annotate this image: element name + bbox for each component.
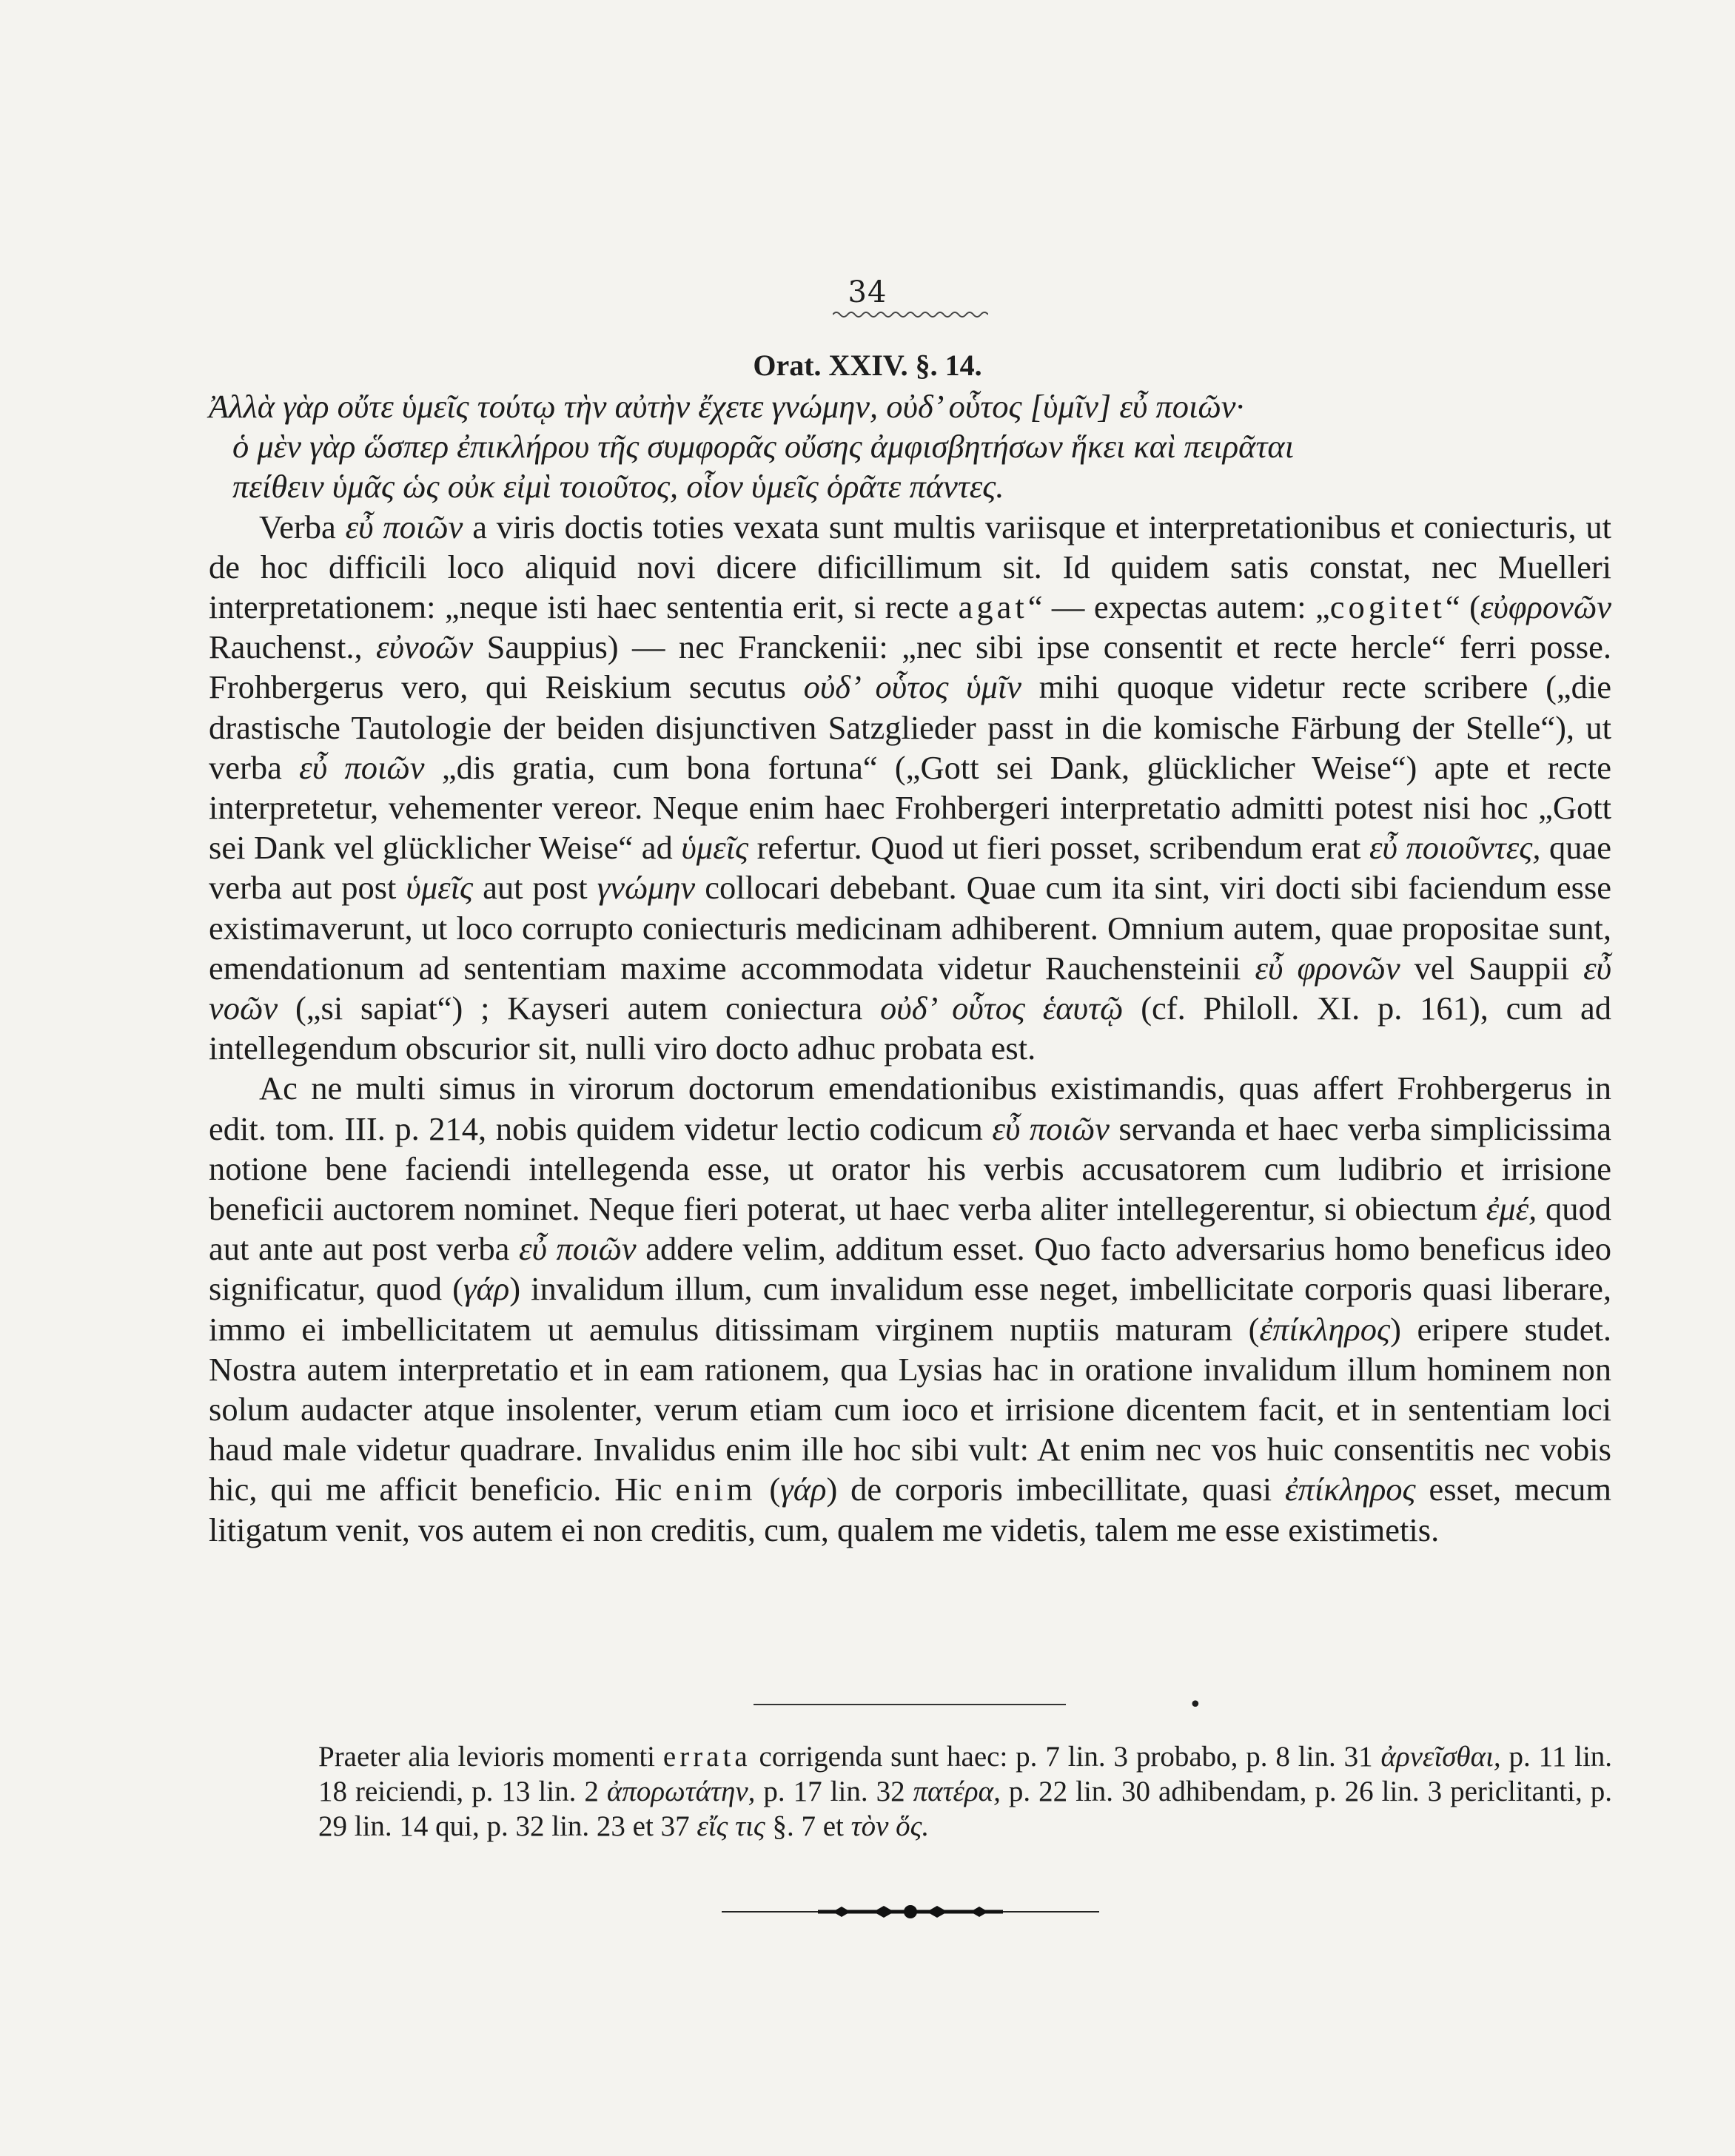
greek-term: οὐδ’ οὗτος ὑμῖν [803,668,1022,706]
errata-note [318,1739,1612,1844]
greek-term: εὖ νοῶν [209,949,1612,1027]
text-run: quae verba aut post [209,829,1612,907]
end-ornament-icon [722,1901,1099,1922]
text-run: corrigenda sunt haec: p. 7 lin. 3 probabo, p. 8 lin. 31 [759,1741,1373,1773]
text-run: “ ( [1445,588,1480,626]
text-run: „dis gratia, cum bona fortuna“ („Gott sei Dank, glücklicher Weise“) apte et recte interpretetur, vehementer vereor. Neque enim haec Frohbergeri interpretatio admitti potest nisi hoc „Gott sei Dank vel glücklicher Weise“ ad [209,748,1612,867]
text-run: aut post [483,869,588,907]
text-run: ) de corporis imbecillitate, quasi [826,1471,1272,1508]
greek-term: εὖ ποιῶν [992,1109,1110,1147]
greek-term: γνώμην [597,869,696,907]
text-run: quod aut ante aut post verba [209,1190,1612,1268]
text-run: mihi quoque videtur recte scribere („die drastische Tautologie der beiden disjunctiven Satzglieder passt in die komische Färbung der Stelle“), ut verba [209,668,1612,786]
text-run: p. 22 lin. 30 adhibendam, p. 26 lin. 3 periclitanti, p. 29 lin. 14 qui, p. 32 lin. 23 et 37 [318,1776,1612,1842]
text-run: a viris doctis toties vexata sunt multis variisque et interpretationibus et coniecturis, ut de hoc difficili loco aliquid novi dicere dificillimum sit. Id quidem satis constat, nec Muelleri interpretationem: „neque isti haec sententia erit, si recte [209,508,1611,626]
spaced-term: agat [958,588,1028,626]
text-run: Sauppius) — nec Franckenii: „nec sibi ipse consentit et recte hercle“ ferri posse. Frohbergerus vero, qui Reiskium secutus [209,628,1611,706]
text-run: Praeter alia levioris momenti [318,1741,655,1773]
text-run: p. 11 lin. 18 reiciendi, p. 13 lin. 2 [318,1741,1613,1807]
text-run: Verba [259,508,336,545]
text-run: ) invalidum illum, cum invalidum esse neget, imbellicitate corporis quasi liberare, immo ei imbellicitatem ut aemulus ditissimam virginem nuptiis maturam ( [209,1270,1612,1348]
wavy-rule-icon [833,309,988,320]
greek-term: εὖ ποιοῦντες, [1369,829,1541,867]
text-run: servanda et haec verba simplicissima notione bene faciendi intellegenda esse, ut orator his verbis accusatorem cum ludibrio et irrisione beneficii auctorem nominet. Neque fieri poterat, ut haec verba aliter intellegerentur, si obiectum [209,1109,1612,1228]
greek-term: ἀρνεῖσθαι, [1380,1741,1501,1773]
greek-term: εὖ ποιῶν [518,1230,637,1268]
greek-term: πατέρα, [913,1776,1001,1807]
greek-term: ὑμεῖς [681,829,749,867]
text-run: Ac ne multi simus in virorum doctorum emendationibus existimandis, quas affert Frohbergerus in edit. tom. III. p. 214, nobis quidem videtur lectio codicum [209,1069,1611,1147]
text-run: („si sapiat“) ; Kayseri autem coniectura [295,990,863,1027]
footnote-divider [754,1704,1066,1705]
spaced-term: errata [662,1741,751,1773]
text-run: (cf. Philoll. XI. p. 161), cum ad intellegendum obscurior sit, nulli viro docto adhuc probata est. [209,990,1612,1067]
greek-term: εἴς τις [697,1810,765,1842]
spaced-term: cogitet [1329,588,1446,626]
text-run: refertur. Quod ut fieri posset, scribendum erat [756,829,1361,867]
greek-term: ὑμεῖς [406,869,474,907]
greek-quote-line-1: Ἀλλὰ γὰρ οὔτε ὑμεῖς τούτῳ τὴν αὐτὴν ἔχετε γνώμην, οὐδ’ οὗτος [ὑμῖν] εὖ ποιῶν· [209,388,1244,425]
greek-term: ἐμέ, [1486,1190,1537,1228]
main-text [209,386,1611,1550]
greek-term: εὐφρονῶν [1480,588,1611,626]
greek-term: εὖ ποιῶν [345,508,463,545]
text-run: p. 17 lin. 32 [763,1776,905,1807]
text-run: “ — expectas autem: „ [1027,588,1330,626]
greek-term: γάρ [463,1270,510,1308]
greek-term: τὸν ὅς. [850,1810,930,1842]
text-run: ( [769,1471,781,1508]
greek-term: ἐπίκληρος [1259,1310,1391,1348]
greek-term: εὖ φρονῶν [1255,949,1400,987]
spaced-term: enim [675,1471,756,1508]
text-run: ) eripere studet. Nostra autem interpretatio et in eam rationem, qua Lysias hac in oratione invalidum illum hominem non solum audacter atque insolenter, verum etiam cum ioco et irrisione dicentem facit, et in sententiam loci haud male videtur quadrare. Invalidus enim ille hoc sibi vult: At enim nec vos huic consentitis nec vobis hic, qui me afficit beneficio. Hic [209,1310,1611,1508]
text-run: §. 7 et [772,1810,844,1842]
text-run: Rauchenst., [209,628,363,666]
greek-term: εὐνοῶν [376,628,474,666]
greek-term: εὖ ποιῶν [299,748,425,786]
text-run: addere velim, additum esset. Quo facto adversarius homo beneficus ideo significatur, quod ( [209,1230,1611,1308]
text-run: collocari debebant. Quae cum ita sint, viri docti sibi faciendum esse existimaverunt, ut loco corrupto coniecturis medicinam adhiberent. Omnium autem, quae propositae sunt, emendationum ad sententiam maxime accommodata videtur Rauchensteinii [209,869,1612,987]
paragraph-2 [209,1068,1611,1549]
text-run: esset, mecum litigatum venit, vos autem ei non creditis, cum, qualem me videtis, talem me esse existimetis. [209,1471,1612,1548]
stray-dot-icon: • [1189,1692,1202,1718]
text-run: vel Sauppii [1414,949,1570,987]
page-number: 34 [848,275,887,309]
greek-quote-line-3: πείθειν ὑμᾶς ὡς οὐκ εἰμὶ τοιοῦτος, οἷον ὑμεῖς ὁρᾶτε πάντες. [232,468,1004,506]
section-heading: Orat. XXIV. §. 14. [753,349,982,382]
greek-term: ἐπίκληρος [1285,1471,1416,1508]
paragraph-1 [209,507,1611,1069]
greek-term: οὐδ’ οὗτος ἑαυτῷ [880,990,1124,1027]
greek-term: ἀπορωτάτην, [606,1776,756,1807]
greek-term: γάρ [780,1471,827,1508]
greek-quote [209,386,1611,507]
greek-quote-line-2: ὁ μὲν γὰρ ὥσπερ ἐπικλήρου τῆς συμφορᾶς οὔσης ἀμφισβητήσων ἥκει καὶ πειρᾶται [232,428,1295,466]
